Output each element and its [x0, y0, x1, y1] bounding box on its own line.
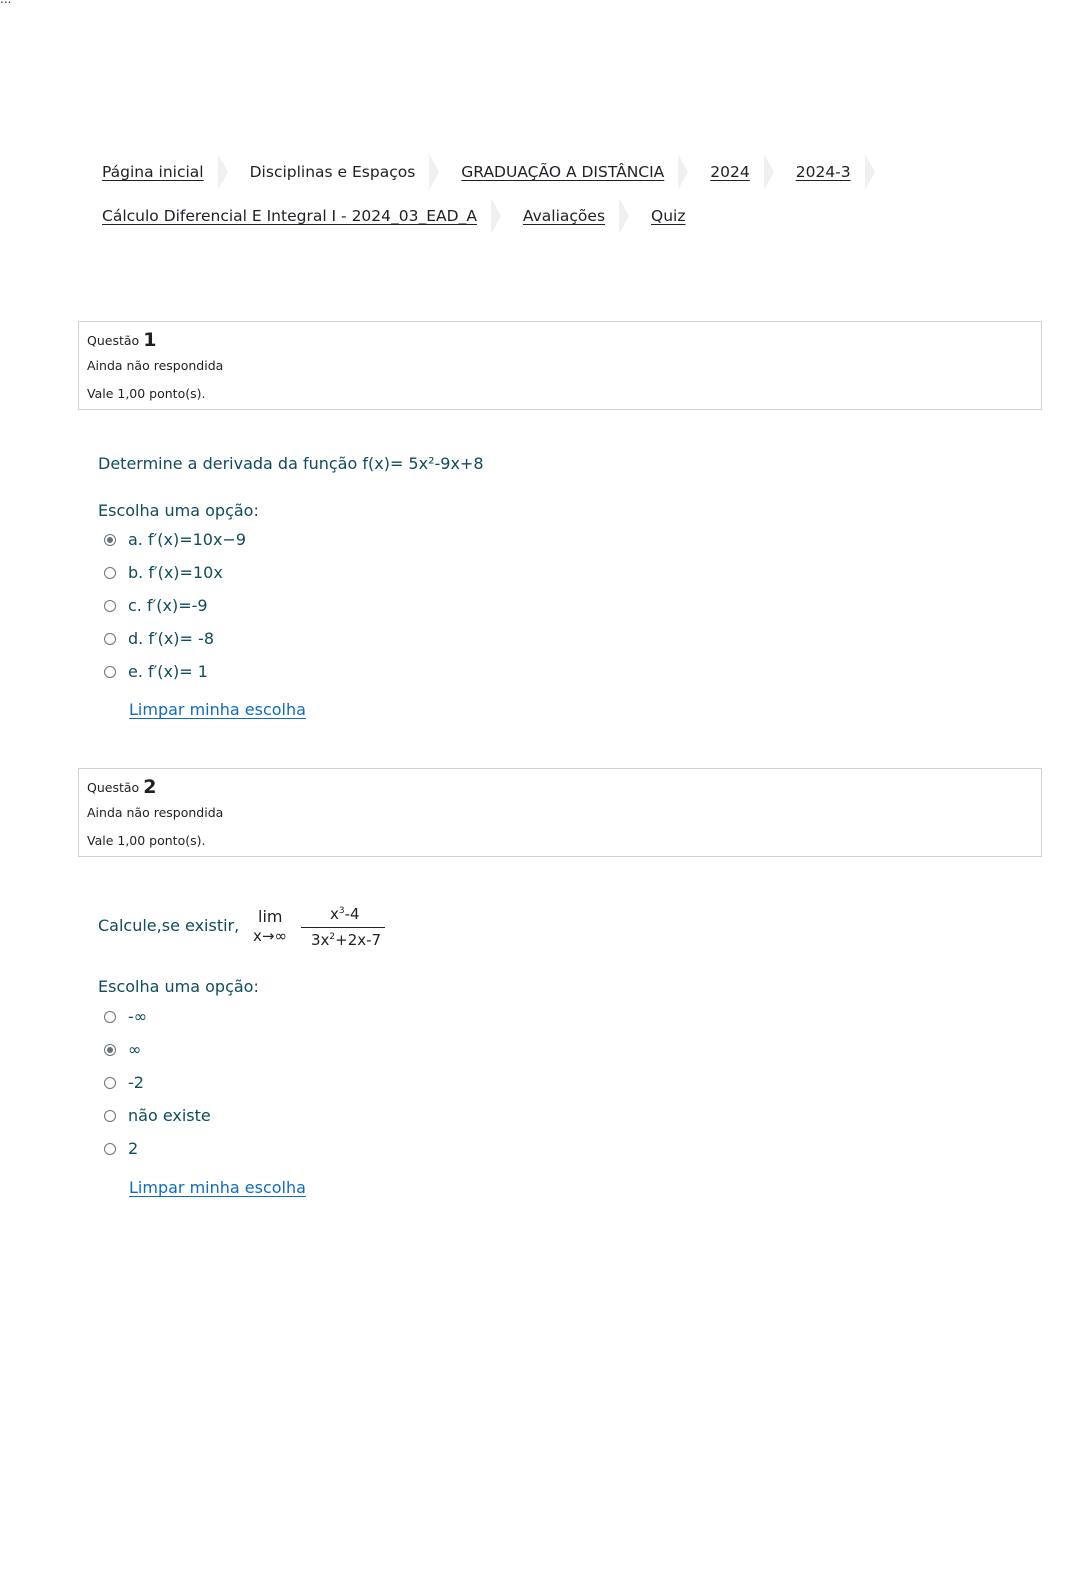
formula-limit-subscript: x→∞ [253, 927, 287, 945]
breadcrumb-link[interactable]: Quiz [651, 207, 686, 225]
breadcrumb-link[interactable]: GRADUAÇÃO A DISTÂNCIA [461, 163, 665, 181]
formula-lim: lim [258, 907, 283, 926]
question-grade: Vale 1,00 ponto(s). [87, 386, 206, 401]
question-2-option-3[interactable] [104, 1073, 144, 1092]
radio-icon[interactable] [104, 600, 116, 612]
breadcrumb-separator-icon [619, 198, 629, 234]
denominator-rest: +2x-7 [335, 931, 382, 949]
breadcrumb-row-1 [102, 150, 1002, 194]
option-label: c. f′(x)=-9 [128, 596, 208, 615]
breadcrumb-link[interactable]: Avaliações [522, 207, 606, 225]
fraction-bar [301, 927, 385, 928]
breadcrumb-item-home[interactable] [102, 163, 204, 181]
option-label: e. f′(x)= 1 [128, 662, 208, 681]
question-1-option-a[interactable] [104, 530, 246, 549]
denominator-exponent: 2 [329, 932, 336, 942]
question-2-prompt: Escolha uma opção: [98, 977, 259, 996]
breadcrumb-item-avaliacoes[interactable] [523, 207, 605, 225]
limit-formula [253, 905, 393, 955]
breadcrumb-link[interactable]: 2024-3 [795, 163, 851, 181]
option-label: d. f′(x)= -8 [128, 629, 214, 648]
question-number [87, 777, 1033, 798]
breadcrumb-item-2024-3[interactable] [796, 163, 851, 181]
question-state: Ainda não respondida [87, 805, 224, 820]
question-1-option-c[interactable] [104, 596, 208, 615]
radio-icon[interactable] [104, 1077, 116, 1089]
question-1-option-e[interactable] [104, 662, 208, 681]
breadcrumb-separator-icon [678, 154, 688, 190]
question-2-text: Calcule,se existir, [98, 916, 240, 935]
breadcrumb-separator-icon [865, 154, 875, 190]
breadcrumb [102, 150, 1002, 238]
radio-icon[interactable] [104, 1143, 116, 1155]
radio-icon[interactable] [104, 1110, 116, 1122]
breadcrumb-separator-icon [764, 154, 774, 190]
question-2-option-2[interactable] [104, 1040, 141, 1059]
question-number [87, 330, 1033, 351]
question-number-value: 1 [143, 329, 157, 351]
question-label: Questão [87, 333, 140, 348]
option-label: b. f′(x)=10x [128, 563, 223, 582]
option-label: -2 [128, 1073, 144, 1092]
radio-icon[interactable] [104, 1011, 116, 1023]
formula-numerator [330, 905, 360, 923]
breadcrumb-item-quiz[interactable] [651, 207, 685, 225]
question-number-value: 2 [143, 776, 157, 798]
radio-checked-icon[interactable] [104, 1044, 116, 1056]
option-label: a. f′(x)=10x−9 [128, 530, 247, 549]
question-1-clear-choice-link[interactable]: Limpar minha escolha [129, 700, 306, 719]
question-1-option-d[interactable] [104, 629, 214, 648]
breadcrumb-link[interactable]: Página inicial [102, 163, 204, 181]
breadcrumb-link[interactable]: 2024 [710, 163, 750, 181]
question-1-prompt: Escolha uma opção: [98, 501, 259, 520]
question-2-clear-choice-link[interactable]: Limpar minha escolha [129, 1178, 306, 1197]
option-label: 2 [128, 1139, 139, 1158]
question-2-option-1[interactable] [104, 1007, 147, 1026]
option-label: -∞ [128, 1007, 148, 1026]
breadcrumb-item-2024[interactable] [710, 163, 749, 181]
option-label: não existe [128, 1106, 211, 1125]
question-grade: Vale 1,00 ponto(s). [87, 833, 206, 848]
radio-icon[interactable] [104, 633, 116, 645]
breadcrumb-link[interactable]: Cálculo Diferencial E Integral I - 2024_03_EAD_A [102, 207, 477, 225]
breadcrumb-item-course[interactable] [102, 207, 477, 225]
breadcrumb-item-graduacao[interactable] [461, 163, 664, 181]
breadcrumb-separator-icon [491, 198, 501, 234]
breadcrumb-row-2 [102, 194, 1002, 238]
radio-icon[interactable] [104, 666, 116, 678]
formula-denominator [311, 931, 381, 949]
question-1-info [78, 321, 1042, 410]
radio-checked-icon[interactable] [104, 534, 116, 546]
question-1-text: Determine a derivada da função f(x)= 5x²-9x+8 [98, 454, 484, 473]
question-state: Ainda não respondida [87, 358, 224, 373]
numerator-rest: -4 [344, 905, 360, 923]
breadcrumb-item-disciplinas [250, 163, 416, 181]
question-label: Questão [87, 780, 140, 795]
option-label: ∞ [128, 1040, 142, 1059]
question-2-option-5[interactable] [104, 1139, 138, 1158]
question-1-option-b[interactable] [104, 563, 223, 582]
question-2-info [78, 768, 1042, 857]
breadcrumb-text: Disciplinas e Espaços [249, 163, 416, 181]
denominator-term: 3x [311, 931, 330, 949]
breadcrumb-separator-icon [218, 154, 228, 190]
top-ellipsis [0, 0, 11, 6]
numerator-base: x [330, 905, 339, 923]
numerator-exponent: 3 [338, 906, 345, 916]
question-2-option-4[interactable] [104, 1106, 211, 1125]
breadcrumb-separator-icon [429, 154, 439, 190]
radio-icon[interactable] [104, 567, 116, 579]
